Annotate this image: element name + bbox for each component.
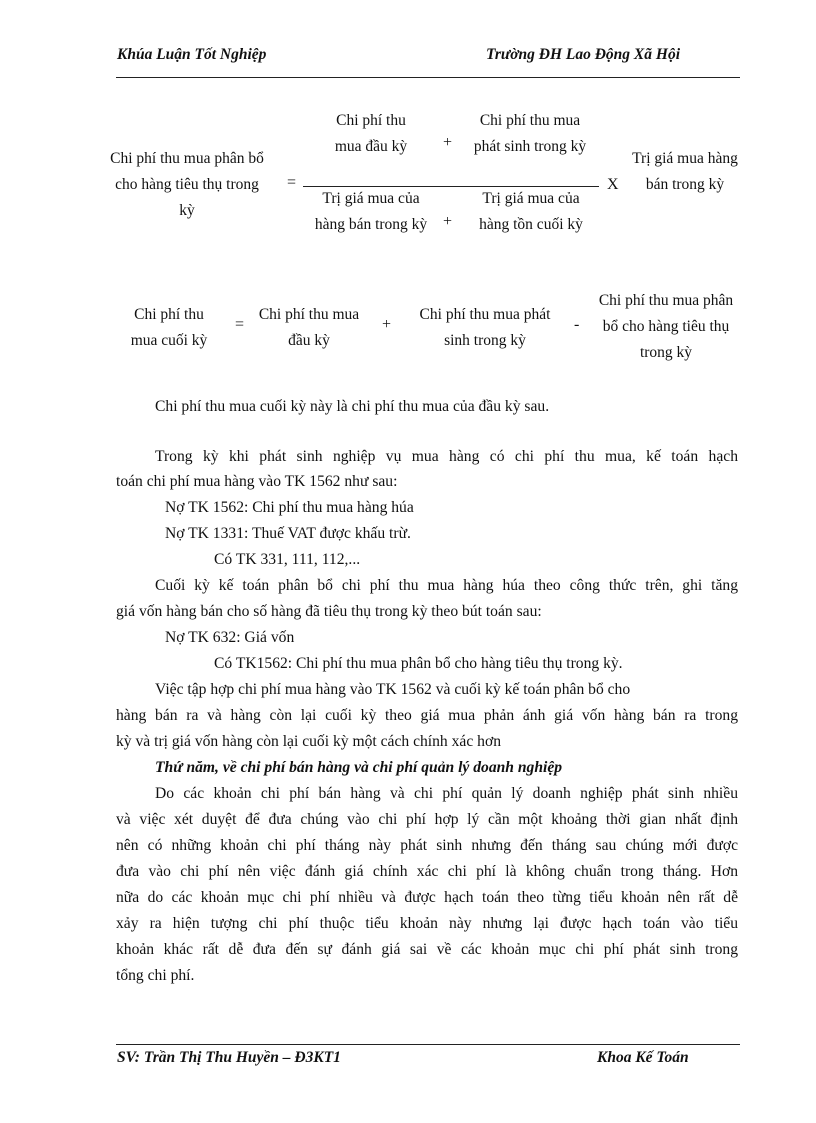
header-left: Khúa Luận Tốt Nghiệp [117, 46, 267, 63]
paragraph-5-line-2: và việc xét duyệt để đưa chúng vào chi phí hợp lý cần một khoảng thời gian nhất định [116, 811, 738, 828]
formula1-num-a: Chi phí thu mua đầu kỳ [334, 112, 408, 155]
paragraph-5-line-7: khoản khác rất dễ đưa đến sự đánh giá sai về các khoản mục chi phí phát sinh trong [116, 941, 738, 958]
formula2-c: Chi phí thu mua phân bổ cho hàng tiêu thụ trong kỳ [598, 292, 734, 361]
formula2-lhs: Chi phí thu mua cuối kỳ [130, 306, 208, 349]
section-heading: Thứ năm, về chi phí bán hàng và chi phí quản lý doanh nghiệp [155, 759, 563, 776]
paragraph-5-line-1: Do các khoản chi phí bán hàng và chi phí quản lý doanh nghiệp phát sinh nhiều [155, 785, 738, 802]
paragraph-5-line-3: nên có những khoản chi phí tháng này phát sinh nhưng đến tháng sau chúng mới được [116, 837, 738, 854]
formula1-rhs: Trị giá mua hàng bán trong kỳ [632, 150, 738, 193]
formula1-times: X [607, 176, 619, 193]
formula2-plus: + [382, 316, 392, 333]
paragraph-5-line-8: tổng chi phí. [116, 967, 195, 984]
header-right: Trường ĐH Lao Động Xã Hội [486, 46, 681, 63]
paragraph-4-line-1: Việc tập hợp chi phí mua hàng vào TK 1562 và cuối kỳ kế toán phân bổ cho [155, 681, 631, 698]
entry-debit-1562: Nợ TK 1562: Chi phí thu mua hàng húa [165, 499, 414, 516]
paragraph-4-line-3: kỳ và trị giá vốn hàng còn lại cuối kỳ một cách chính xác hơn [116, 733, 501, 750]
entry-debit-632: Nợ TK 632: Giá vốn [165, 629, 295, 646]
formula2-equals: = [235, 316, 245, 333]
formula1-equals: = [287, 174, 297, 191]
entry-debit-1331: Nợ TK 1331: Thuế VAT được khấu trừ. [165, 525, 411, 542]
paragraph-5-line-6: xảy ra hiện tượng chi phí thuộc tiểu khoản này nhưng lại được hạch toán vào tiểu [116, 915, 738, 932]
footer-right: Khoa Kế Toán [597, 1049, 689, 1066]
paragraph-5-line-5: nữa do các khoản mục chi phí nhiều và được hạch toán theo từng tiểu khoản nên rất dễ [116, 889, 738, 906]
formula1-den-plus: + [443, 213, 453, 230]
entry-credit-331: Có TK 331, 111, 112,... [214, 551, 361, 568]
footer-rule [116, 1044, 740, 1045]
paragraph-4-line-2: hàng bán ra và hàng còn lại cuối kỳ theo giá mua phản ánh giá vốn hàng bán ra trong [116, 707, 738, 724]
paragraph-1: Chi phí thu mua cuối kỳ này là chi phí thu mua của đầu kỳ sau. [155, 398, 550, 415]
formula2-a: Chi phí thu mua đầu kỳ [258, 306, 360, 349]
footer-left: SV: Trần Thị Thu Huyền – Đ3KT1 [117, 1049, 341, 1066]
formula1-den-b: Trị giá mua của hàng tồn cuối kỳ [479, 190, 583, 233]
formula2-minus: - [574, 316, 580, 333]
formula1-num-b: Chi phí thu mua phát sinh trong kỳ [473, 112, 587, 155]
paragraph-2-line-2: toán chi phí mua hàng vào TK 1562 như sau: [116, 473, 398, 490]
entry-credit-1562: Có TK1562: Chi phí thu mua phân bổ cho hàng tiêu thụ trong kỳ. [214, 655, 623, 672]
paragraph-3-line-2: giá vốn hàng bán cho số hàng đã tiêu thụ trong kỳ theo bút toán sau: [116, 603, 542, 620]
formula2-b: Chi phí thu mua phát sinh trong kỳ [419, 306, 551, 349]
formula1-den-a: Trị giá mua của hàng bán trong kỳ [314, 190, 428, 233]
paragraph-2-line-1: Trong kỳ khi phát sinh nghiệp vụ mua hàng có chi phí thu mua, kế toán hạch [155, 448, 738, 465]
paragraph-3-line-1: Cuối kỳ kế toán phân bổ chi phí thu mua hàng húa theo công thức trên, ghi tăng [155, 577, 738, 594]
formula1-lhs: Chi phí thu mua phân bổ cho hàng tiêu thụ trong kỳ [110, 150, 264, 219]
header-rule [116, 77, 740, 78]
paragraph-5-line-4: đưa vào chi phí nên việc đánh giá chính xác chi phí là không chuẩn trong tháng. Hơn [116, 863, 738, 880]
formula1-num-plus: + [443, 134, 453, 151]
